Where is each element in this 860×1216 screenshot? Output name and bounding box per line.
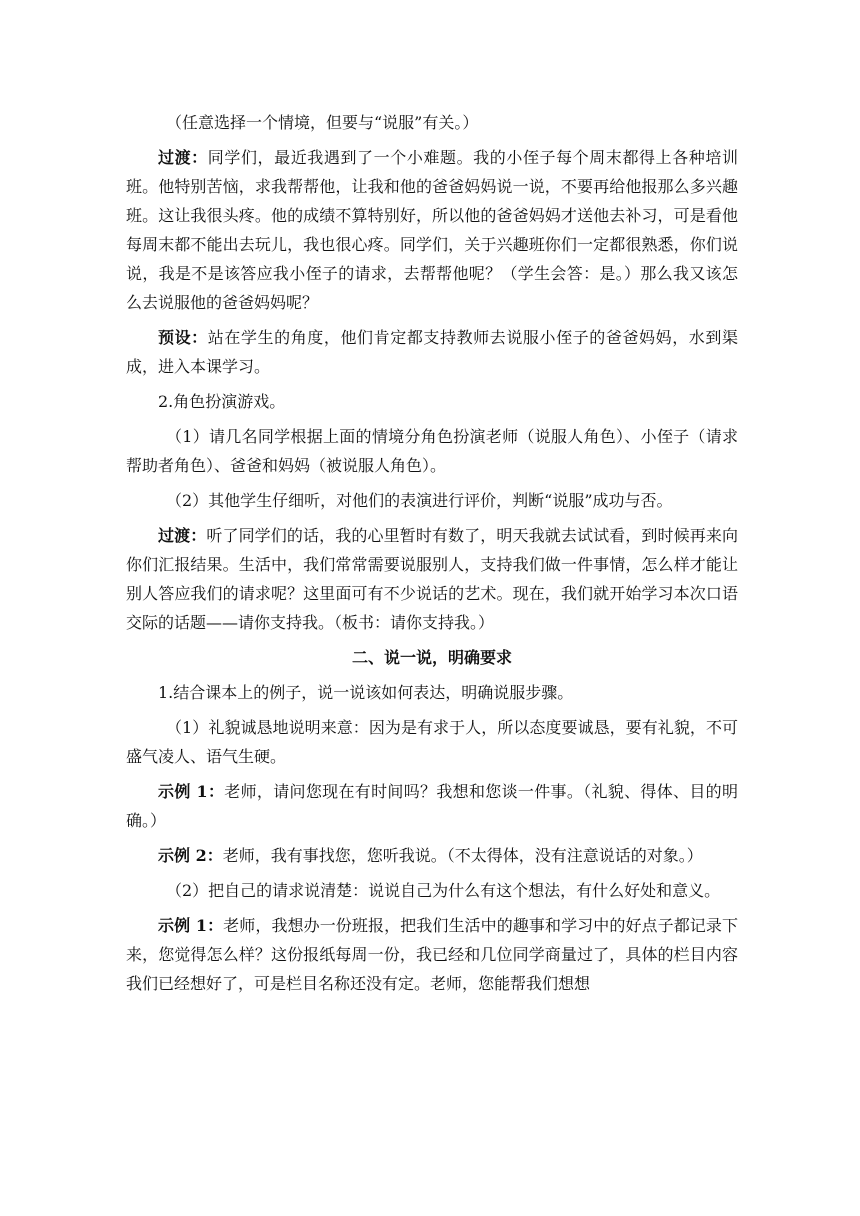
paragraph-preset xyxy=(126,323,738,381)
paragraph-transition-1 xyxy=(126,143,738,317)
paragraph-role-play: 2.角色扮演游戏。 xyxy=(158,392,286,411)
paragraph-polite-intent: （1）礼貌诚恳地说明来意：因为是有求于人，所以态度要诚恳，要有礼貌，不可盛气凌人、语气生硬。 xyxy=(126,718,738,766)
document-page xyxy=(126,108,738,1004)
example-text: 老师，请问您现在有时间吗？我想和您谈一件事。（礼貌、得体、目的明确。） xyxy=(126,782,738,830)
paragraph-example-1 xyxy=(126,777,738,835)
paragraph-transition-2 xyxy=(126,521,738,637)
paragraph-instruction: 1.结合课本上的例子，说一说该如何表达，明确说服步骤。 xyxy=(158,683,574,702)
label-transition: 过渡： xyxy=(158,148,208,167)
paragraph-example-2 xyxy=(126,841,738,870)
label-transition: 过渡： xyxy=(158,526,207,545)
label-preset: 预设： xyxy=(158,328,208,347)
paragraph-clear-request: （2）把自己的请求说清楚：说说自己为什么有这个想法，有什么好处和意义。 xyxy=(166,881,721,900)
paragraph-step-1: （1）请几名同学根据上面的情境分角色扮演老师（说服人角色）、小侄子（请求帮助者角色）、爸爸和妈妈（被说服人角色）。 xyxy=(126,427,738,475)
transition-text: 听了同学们的话，我的心里暂时有数了，明天我就去试试看，到时候再来向你们汇报结果。生活中，我们常常需要说服别人，支持我们做一件事情，怎么样才能让别人答应我们的请求呢？这里面可有不少说话的艺术。现在，我们就开始学习本次口语交际的话题——请你支持我。（板书：请你支持我。） xyxy=(126,526,738,632)
paragraph-step-2: （2）其他学生仔细听，对他们的表演进行评价，判断“说服”成功与否。 xyxy=(166,491,673,510)
section-heading: 二、说一说，明确要求 xyxy=(351,648,512,667)
label-example: 示例 1： xyxy=(158,916,224,935)
example-text: 老师，我有事找您，您听我说。（不太得体，没有注意说话的对象。） xyxy=(222,846,703,865)
paragraph-scenario-note: （任意选择一个情境，但要与“说服”有关。） xyxy=(166,113,479,132)
label-example: 示例 2： xyxy=(158,846,223,865)
example-text: 老师，我想办一份班报，把我们生活中的趣事和学习中的好点子都记录下来，您觉得怎么样？这份报纸每周一份，我已经和几位同学商量过了，具体的栏目内容我们已经想好了，可是栏目名称还没有定。老师，您能帮我们想想 xyxy=(126,916,738,993)
label-example: 示例 1： xyxy=(158,782,225,801)
paragraph-example-3 xyxy=(126,911,738,998)
transition-text: 同学们，最近我遇到了一个小难题。我的小侄子每个周末都得上各种培训班。他特别苦恼，求我帮帮他，让我和他的爸爸妈妈说一说，不要再给他报那么多兴趣班。这让我很头疼。他的成绩不算特别好，所以他的爸爸妈妈才送他去补习，可是看他每周末都不能出去玩儿，我也很心疼。同学们，关于兴趣班你们一定都很熟悉，你们说说，我是不是该答应我小侄子的请求，去帮帮他呢？（学生会答：是。）那么我又该怎么去说服他的爸爸妈妈呢？ xyxy=(126,148,738,312)
preset-text: 站在学生的角度，他们肯定都支持教师去说服小侄子的爸爸妈妈，水到渠成，进入本课学习。 xyxy=(126,328,738,376)
